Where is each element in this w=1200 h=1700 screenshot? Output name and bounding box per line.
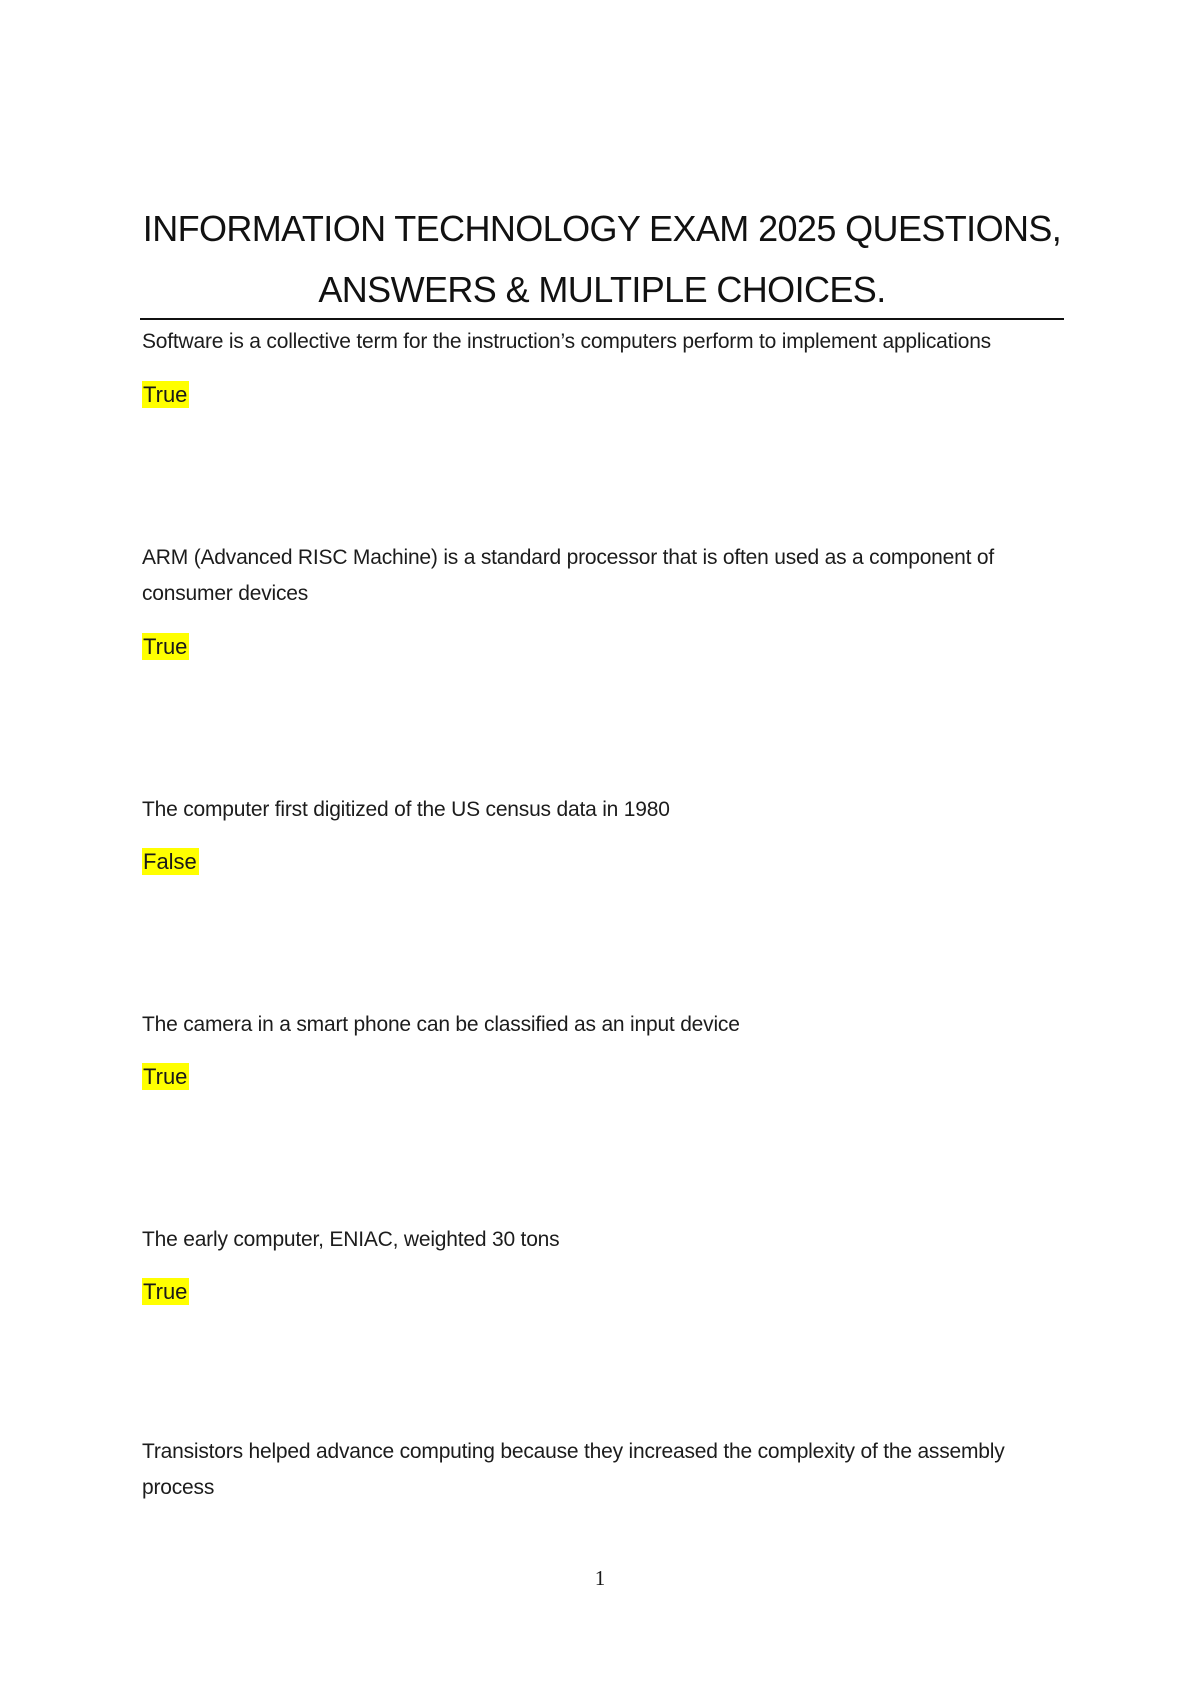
answer-5	[142, 1277, 189, 1307]
title-line-2: ANSWERS & MULTIPLE CHOICES.	[318, 269, 886, 310]
answer-2	[142, 632, 189, 662]
question-4: The camera in a smart phone can be classified as an input device	[142, 1013, 740, 1036]
answer-1	[142, 380, 189, 410]
question-5: The early computer, ENIAC, weighted 30 tons	[142, 1228, 560, 1251]
question-1: Software is a collective term for the instruction’s computers perform to implement applications	[142, 330, 991, 353]
question-3: The computer first digitized of the US census data in 1980	[142, 798, 670, 821]
page-number: 1	[594, 1566, 606, 1590]
question-6: Transistors helped advance computing because they increased the complexity of the assembly process	[142, 1440, 1005, 1499]
answer-highlight: True	[143, 1064, 188, 1089]
answer-highlight: True	[143, 382, 188, 407]
answer-highlight: True	[143, 634, 188, 659]
title-line-1: INFORMATION TECHNOLOGY EXAM 2025 QUESTIONS,	[142, 208, 1062, 249]
question-2: ARM (Advanced RISC Machine) is a standard processor that is often used as a component of consumer devices	[142, 546, 995, 605]
answer-highlight: True	[143, 1279, 188, 1304]
document-title	[140, 198, 1064, 320]
answer-3	[142, 847, 199, 877]
answer-4	[142, 1062, 189, 1092]
answer-highlight: False	[143, 849, 197, 874]
title-divider	[140, 318, 1064, 320]
